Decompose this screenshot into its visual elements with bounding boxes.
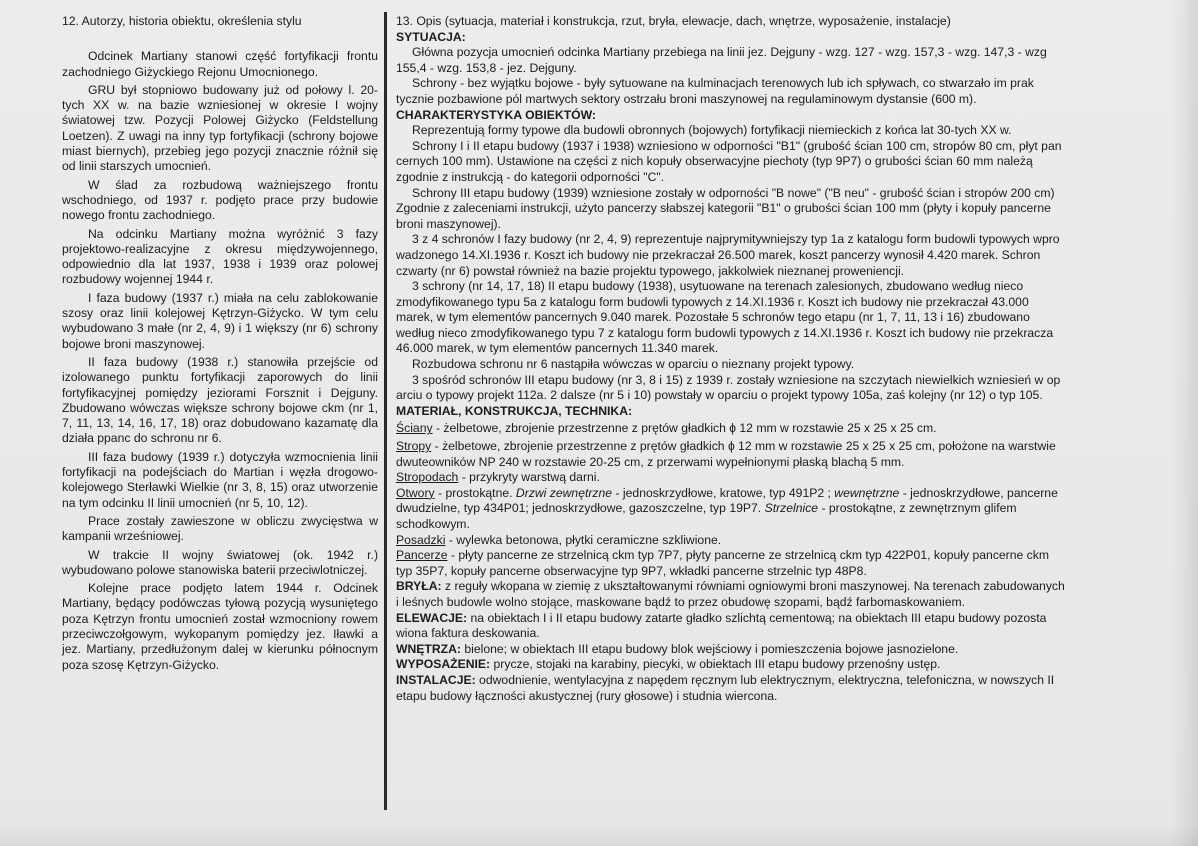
sciany-label: Ściany	[396, 421, 433, 436]
otwory-text: - jednoskrzydłowe, pancerne	[899, 485, 1058, 500]
history-paragraph: I faza budowy (1937 r.) miała na celu zablokowanie szosy oraz linii kolejowej Kętrzyn-Giżycko. W tym celu wybudowano 3 małe (nr 2, 4, 9) i 1 większy (nr 6) schrony bojowe broni maszynowej.	[62, 290, 378, 351]
charakterystyka-line: zmodyfikowanego typu 5a z katalogu form budowli typowych z 14.XI.1936 r. Koszt ich budowy nie przekraczał 43.000	[396, 294, 1029, 309]
bryla-text: z reguły wkopana w ziemię z ukształtowanymi równiami ogniowymi broni maszynowej. Na terenach zabudowanych	[441, 579, 1065, 594]
charakterystyka-line: 3 z 4 schronów I fazy budowy (nr 2, 4, 9) reprezentuje najprymitywniejszy typ 1a z katalogu form budowli typowych wpro	[412, 232, 1060, 247]
sytuacja-line: Schrony - bez wyjątku bojowe - były sytuowane na kulminacjach terenowych lub ich spływach, co stwarzało im prak	[412, 76, 1034, 91]
otwory-strzelnice: Strzelnice	[764, 501, 819, 516]
charakterystyka-line: Zgodnie z zaleceniami instrukcji, użyto pancerzy słabszej kategorii "B1" o grubości ścian 100 mm (płyty i kopuły pancerne	[396, 201, 1051, 216]
bryla-label: BRYŁA:	[396, 579, 442, 594]
material-sciany	[396, 421, 1172, 437]
wyposazenie-label: WYPOSAŻENIE:	[396, 657, 491, 672]
charakterystyka-line: Schrony I i II etapu budowy (1937 i 1938) wzniesiono w odporności "B1" (grubość ścian 100 cm, stropów 80 cm, płyt pan	[412, 138, 1062, 153]
wnetrza-label: WNĘTRZA:	[396, 641, 461, 656]
pancerze-cont: typ 35P7, kopuły pancerne obserwacyjne typ 9P7, wkładki pancerne strzelnic typ 48P8.	[396, 563, 867, 578]
section-charakterystyka-title: CHARAKTERYSTYKA OBIEKTÓW:	[396, 107, 596, 122]
otwory-label: Otwory	[396, 485, 435, 500]
material-posadzki	[396, 533, 1172, 549]
history-paragraph: Odcinek Martiany stanowi część fortyfikacji frontu zachodniego Giżyckiego Rejonu Umocnionego.	[62, 49, 378, 79]
history-paragraph: III faza budowy (1939 r.) dotyczyła wzmocnienia linii fortyfikacji na podejściach do Martian i węzła drogowo-kolejowego Sterławki Wielkie (nr 3, 8, 15) oraz utworzenie na tym odcinku II linii umocnień (nr 5, 10, 12).	[62, 449, 378, 510]
material-otwory	[396, 486, 1172, 502]
material-pancerze	[396, 548, 1172, 564]
material-stropy	[396, 439, 1172, 455]
stropy-text: - żelbetowe, zbrojenie przestrzenne z prętów gładkich ɸ 12 mm w rozstawie 25 x 25 x 25 cm, położone na warstwie	[431, 439, 1056, 454]
history-paragraph: W ślad za rozbudową ważniejszego frontu wschodniego, od 1937 r. podjęto prace przy budowie nowego frontu zachodniego.	[62, 177, 378, 223]
otwory-wewnetrzne: wewnętrzne	[834, 485, 900, 500]
charakterystyka-line: 3 schrony (nr 14, 17, 18) II etapu budowy (1938), usytuowane na terenach zalesionych, zbudowano według nieco	[412, 279, 1024, 294]
otwory-text: - prostokątne, z zewnętrznym glifem	[818, 501, 1017, 516]
history-column	[62, 14, 378, 676]
stropy-label: Stropy	[396, 439, 432, 454]
otwory-text: - jednoskrzydłowe, kratowe, typ 491P2 ;	[612, 485, 835, 500]
otwory-cont	[396, 501, 1172, 517]
wnetrza-text: bielone; w obiektach III etapu budowy blok wejściowy i pomieszczenia bojowe jasnozielone.	[460, 641, 959, 656]
sytuacja-line: 155,4 - wzg. 153,8 - jez. Dejguny.	[396, 60, 577, 75]
history-paragraph: GRU był stopniowo budowany już od połowy l. 20-tych XX w. na bazie wzniesionej w okresie I wojny światowej tzw. Pozycji Polowej Giżycko (Feldstellung Loetzen). Z uwagi na inny typ fortyfikacji (schrony bojowe miast biernych), przebieg jego pozycji znacznie różnił się od linii starszych umocnień.	[62, 82, 378, 174]
otwory-text: - prostokątne.	[434, 485, 516, 500]
history-paragraphs	[62, 49, 378, 673]
elewacje-text: na obiektach I i II etapu budowy zatarte gładko szlichtą cementową; na obiektach III etapu budowy pozosta	[467, 610, 1047, 625]
material-stropodach	[396, 470, 1172, 486]
column-divider	[384, 12, 387, 810]
pancerze-text: - płyty pancerne ze strzelnicą ckm typ 7P7, płyty pancerne ze strzelnicą ckm typ 422P01, kopuły pancerne ckm	[447, 548, 1050, 563]
charakterystyka-line: Rozbudowa schronu nr 6 nastąpiła wówczas w oparciu o nieznany projekt typowy.	[412, 357, 855, 372]
instalacje-cont: etapu budowy łączności akustycznej (rury głosowe) i studnia wiercona.	[396, 688, 778, 703]
charakterystyka-line: cernych 100 mm). Ustawione na części z nich kopuły obserwacyjne piechoty (typ 9P7) o grubości ścian 60 mm należą	[396, 154, 1033, 169]
elewacje	[396, 611, 1172, 627]
charakterystyka-line: arciu o typowy projekt 112a. 2 dalsze (nr 5 i 10) powstały w oparciu o projekt typowy 105a, zaś kolejny (nr 12) o typ 105.	[396, 388, 1043, 403]
instalacje	[396, 673, 1172, 689]
bryla	[396, 579, 1172, 595]
posadzki-label: Posadzki	[396, 532, 446, 547]
stropodach-label: Stropodach	[396, 470, 459, 485]
sytuacja-line: tycznie pozbawione pól martwych sektory ostrzału broni maszynowej na regulaminowym dystansie (600 m).	[396, 91, 977, 106]
charakterystyka-line: 46.000 marek, w tym elementów pancernych 11.340 marek.	[396, 341, 719, 356]
history-paragraph: Prace zostały zawieszone w obliczu zwycięstwa w kampanii wrześniowej.	[62, 513, 378, 544]
bryla-cont: i leśnych budowle wolno stojące, maskowane bądź to przez obudowę szopami, bądź farbomaskowaniem.	[396, 594, 966, 609]
charakterystyka-line: zgodnie z instrukcją - do kategorii odporności "C".	[396, 169, 665, 184]
wyposazenie	[396, 657, 1172, 673]
history-heading: 12. Autorzy, historia obiektu, określenia stylu	[62, 14, 302, 28]
section-material-title: MATERIAŁ, KONSTRUKCJA, TECHNIKA:	[396, 403, 633, 418]
stropodach-text: - przykryty warstwą darni.	[458, 470, 600, 485]
wyposazenie-text: prycze, stojaki na karabiny, piecyki, w obiektach III etapu budowy przenośny ustęp.	[490, 657, 941, 672]
instalacje-text: odwodnienie, wentylacyjna z napędem ręcznym lub elektrycznym, elektryczna, telefoniczna, w nowszych II	[475, 672, 1055, 687]
charakterystyka-line: czwarty (nr 6) powstał również na bazie projektu typowego, jakkolwiek nieznanej proweniencji.	[396, 263, 905, 278]
history-paragraph: II faza budowy (1938 r.) stanowiła przejście od izolowanego punktu fortyfikacji zaporowych do linii fortyfikacyjnej pomiędzy jeziorami Forsznit i Dejguny. Zbudowano wówczas większe schrony bojowe ckm (nr 1, 7, 11, 13, 14, 16, 17, 18) oraz dobudowano kazamatę dla działa ppanc do schronu nr 6.	[62, 354, 378, 446]
charakterystyka-line: marek, w tym elementów pancernych 9.040 marek. Pozostałe 5 schronów tego etapu (nr 1, 7, 11, 13 i 16) zbudowano	[396, 310, 1030, 325]
sciany-text: - żelbetowe, zbrojenie przestrzenne z prętów gładkich ɸ 12 mm w rozstawie 25 x 25 x 25 cm.	[432, 421, 937, 436]
charakterystyka-line: broni maszynowej).	[396, 216, 501, 231]
history-paragraph: Na odcinku Martiany można wyróżnić 3 fazy projektowo-realizacyjne z okresu międzywojennego, odpowiednio dla lat 1937, 1938 i 1939 oraz polowej rozbudowy wojennej 1944 r.	[62, 226, 378, 287]
elewacje-label: ELEWACJE:	[396, 610, 468, 625]
charakterystyka-line: Reprezentują formy typowe dla budowli obronnych (bojowych) fortyfikacji niemieckich z końca lat 30-tych XX w.	[412, 123, 1012, 138]
otwory-text: dwudzielne, typ 434P01; jednoskrzydłowe, gazoszczelne, typ 19P7.	[396, 501, 765, 516]
page-edge-shadow	[1170, 0, 1198, 846]
pancerze-label: Pancerze	[396, 548, 448, 563]
elewacje-cont: wiona faktura deskowania.	[396, 626, 540, 641]
description-column	[396, 14, 1172, 704]
otwory-cont: schodkowym.	[396, 517, 470, 531]
otwory-drzwi: Drzwi zewnętrzne	[515, 485, 613, 500]
stropy-text-cont: dwuteowników NP 240 w rozstawie 20-25 cm, z przerwami wypełnionymi płaską blachą 5 mm.	[396, 454, 905, 469]
charakterystyka-line: wadzonego 14.XI.1936 r. Koszt ich budowy nie przekraczał 26.500 marek, koszt pancerzy wynosił 4.420 marek. Schron	[396, 247, 1041, 262]
section-sytuacja-title: SYTUACJA:	[396, 29, 466, 44]
history-paragraph: W trakcie II wojny światowej (ok. 1942 r.) wybudowano polowe stanowiska baterii przeciwlotniczej.	[62, 547, 378, 577]
charakterystyka-lines	[396, 123, 1172, 404]
sytuacja-line: Główna pozycja umocnień odcinka Martiany przebiega na linii jez. Dejguny - wzg. 127 - wzg. 157,3 - wzg. 147,3 - wzg	[412, 45, 1047, 60]
charakterystyka-line: 3 spośród schronów III etapu budowy (nr 3, 8 i 15) z 1939 r. zostały wzniesione na szczytach niewielkich wzniesień w op	[412, 372, 1061, 387]
posadzki-text: - wylewka betonowa, płytki ceramiczne szkliwione.	[445, 532, 722, 547]
description-heading: 13. Opis (sytuacja, materiał i konstrukcja, rzut, bryła, elewacje, dach, wnętrze, wyposażenie, instalacje)	[396, 14, 951, 28]
charakterystyka-line: Schrony III etapu budowy (1939) wzniesione zostały w odporności "B nowe" ("B neu" - grubość ścian i stropów 200 cm)	[412, 185, 1055, 200]
wnetrza	[396, 642, 1172, 658]
instalacje-label: INSTALACJE:	[396, 672, 476, 687]
charakterystyka-line: według nieco zmodyfikowanego typu 7 z katalogu form budowli typowych z 14.XI.1936 r. Koszt ich budowy nie przekracza	[396, 325, 1054, 340]
history-paragraph: Kolejne prace podjęto latem 1944 r. Odcinek Martiany, będący podówczas tyłową pozycją wysuniętego poza Kętrzyn frontu umocnień został wzmocniony rowem przeciwczołgowym, wykopanym pomiędzy jez. Iławki a jez. Martiany, przedłużonym dalej w kierunku północnym poza szosę Kętrzyn-Giżycko.	[62, 581, 378, 672]
page-bottom-shadow	[0, 824, 1198, 846]
